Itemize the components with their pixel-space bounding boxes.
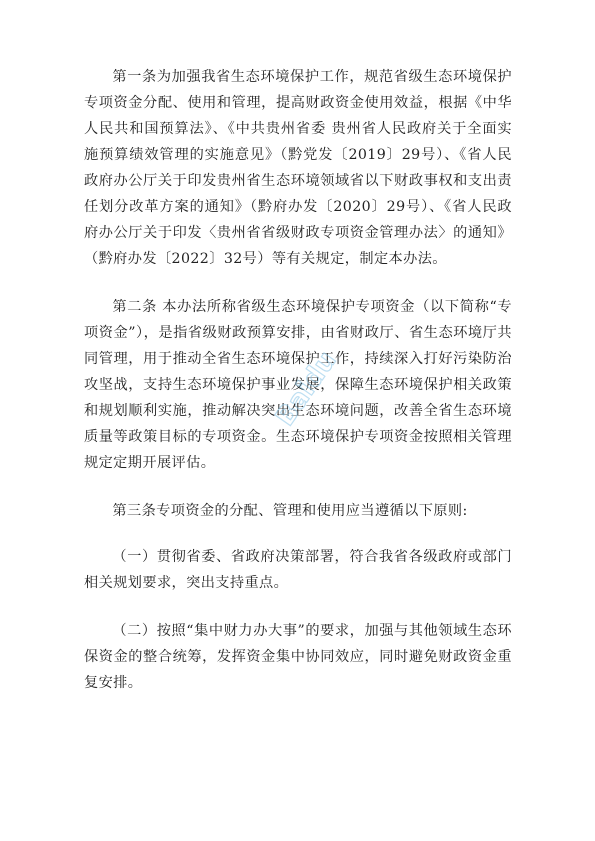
article-2-paragraph: 第二条 本办法所称省级生态环境保护专项资金（以下简称“专项资金”），是指省级财政预算安排，由省财政厅、省生态环境厅共同管理，用于推动全省生态环境保护工作，持续深入打好污染防治攻坚战，支持生态环境保护事业发展，保障生态环境保护相关政策和规划顺利实施，推动解决突出生态环境问题，改善全省生态环境质量等政策目标的专项资金。生态环境保护专项资金按照相关管理规定定期开展评估。 — [84, 299, 512, 471]
article-1-paragraph: 第一条为加强我省生态环境保护工作，规范省级生态环境保护专项资金分配、使用和管理，提高财政资金使用效益，根据《中华人民共和国预算法》、《中共贵州省委 贵州省人民政府关于全面实施预算绩效管理的实施意见》（黔党发〔2019〕29号）、《省人民政府办公厅关于印发贵州省生态环境领域省以下财政事权和支出责任划分改革方案的通知》（黔府办发〔2020〕29号）、《省人民政府办公厅关于印发〈贵州省省级财政专项资金管理办法〉的通知》（黔府办发〔2022〕32号）等有关规定，制定本办法。 — [84, 69, 512, 267]
principle-2-paragraph: （二）按照“集中财力办大事”的要求，加强与其他领域生态环保资金的整合统筹，发挥资金集中协同效应，同时避免财政资金重复安排。 — [84, 623, 512, 691]
document-body — [84, 64, 512, 696]
watermark-text: Baidu — [270, 346, 343, 432]
principle-1-paragraph: （一）贯彻省委、省政府决策部署，符合我省各级政府或部门相关规划要求，突出支持重点。 — [84, 549, 512, 591]
article-3-paragraph: 第三条专项资金的分配、管理和使用应当遵循以下原则: — [112, 503, 468, 519]
